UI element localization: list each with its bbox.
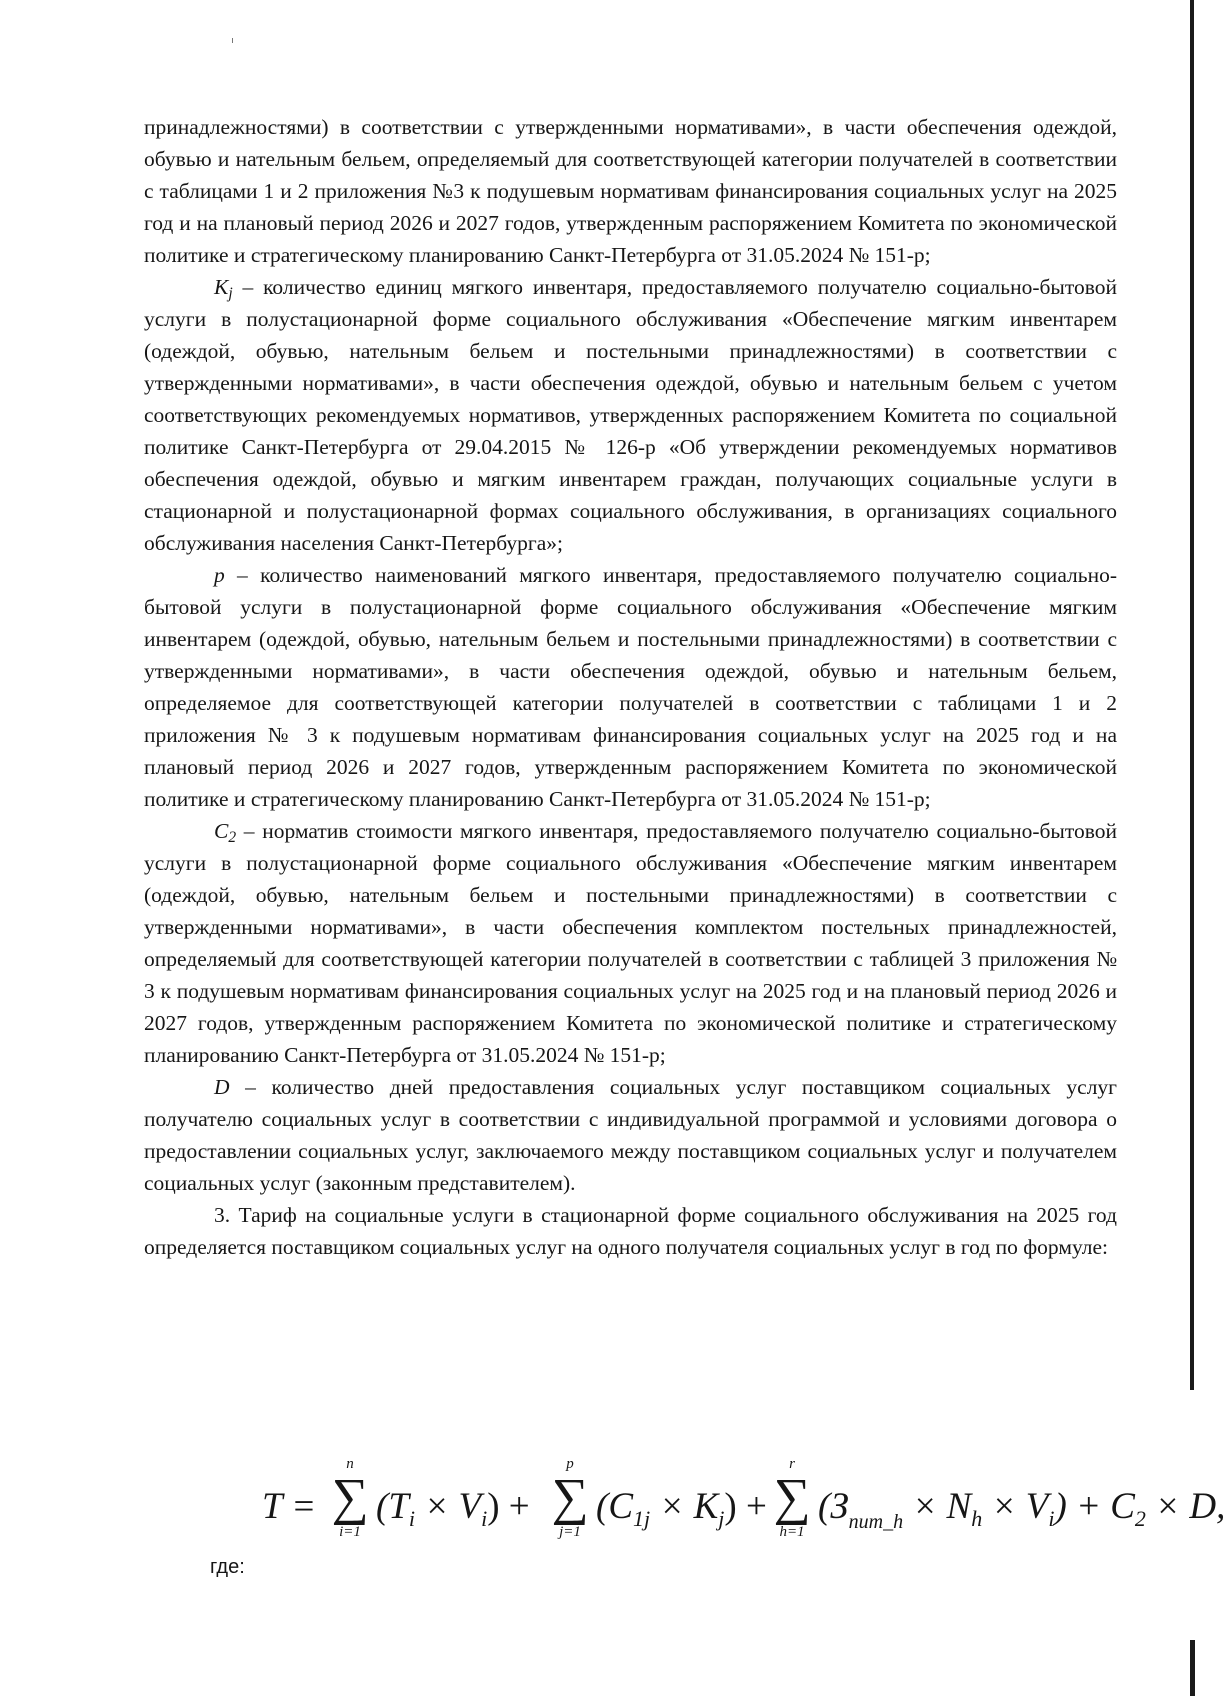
formula-lhs: T = [262, 1486, 317, 1527]
paragraph-p: p – количество наименований мягкого инвентаря, предоставляемого получателю социально-бытовой услуги в полустационарной форме социального обслуживания «Обеспечение мягким инвентарем (одеждой, обувью, нательным бельем и постельными принадлежностями) в соответствии с утвержденными нормативами», в части обеспечения одеждой, обувью и нательным бельем, определяемое для соответствующей категории получателей в соответствии с таблицами 1 и 2 приложения № 3 к подушевым нормативам финансирования социальных услуг на 2025 год и на плановый период 2026 и 2027 годов, утвержденным распоряжением Комитета по экономической политике и стратегическому планированию Санкт-Петербурга от 31.05.2024 № 151-р; [144, 563, 1117, 811]
tariff-formula [262, 1455, 1225, 1545]
body-text [144, 111, 1117, 1263]
symbol-p: p [214, 563, 225, 587]
symbol-d: D [214, 1075, 230, 1099]
scan-speck [232, 38, 233, 43]
scan-edge-right [1190, 0, 1194, 1390]
formula-term-1: $(T_i \times V_i)$ + [376, 1486, 530, 1531]
paragraph-k: $K_j$ – количество единиц мягкого инвентаря, предоставляемого получателю социально-бытовой услуги в полустационарной форме социального обслуживания «Обеспечение мягким инвентарем (одеждой, обувью, нательным бельем и постельными принадлежностями) в соответствии с утвержденными нормативами», в части обеспечения одеждой, обувью и нательным бельем с учетом соответствующих рекомендуемых нормативов, утвержденных распоряжением Комитета по социальной политике Санкт-Петербурга от 29.04.2015 № 126-р «Об утверждении рекомендуемых нормативов обеспечения одеждой, обувью и мягким инвентарем граждан, получающих социальные услуги в стационарной и полустационарной формах социального обслуживания, в организациях социального обслуживания населения Санкт-Петербурга»; [144, 275, 1117, 555]
paragraph-d: D – количество дней предоставления социальных услуг поставщиком социальных услуг получателю социальных услуг в соответствии с индивидуальной программой и условиями договора о предоставлении социальных услуг, заключаемого между поставщиком социальных услуг и получателем социальных услуг (законным представителем). [144, 1075, 1118, 1195]
paragraph-p-text: количество наименований мягкого инвентаря, предоставляемого получателю социально-бытовой услуги в полустационарной форме социального обслуживания «Обеспечение мягким инвентарем (одеждой, обувью, нательным бельем и постельными принадлежностями) в соответствии с утвержденными нормативами», в части обеспечения одеждой, обувью и нательным бельем, определяемое для соответствующей категории получателей в соответствии с таблицами 1 и 2 приложения № 3 к подушевым нормативам финансирования социальных услуг на 2025 год и на плановый период 2026 и 2027 годов, утвержденным распоряжением Комитета по экономической политике и стратегическому планированию Санкт-Петербурга от 31.05.2024 № 151-р; [144, 563, 1117, 811]
sum-symbol-2: p ∑ j=1 [551, 1456, 589, 1540]
paragraph-item-3: 3. Тариф на социальные услуги в стационарной форме социального обслуживания на 2025 год определяется поставщиком социальных услуг на одного получателя социальных услуг в год по формуле: [144, 1203, 1117, 1259]
symbol-c2: $C_2$ [214, 819, 237, 846]
paragraph-1: принадлежностями) в соответствии с утвержденными нормативами», в части обеспечения одеждой, обувью и нательным бельем, определяемый для соответствующей категории получателей в соответствии с таблицами 1 и 2 приложения №3 к подушевым нормативам финансирования социальных услуг на 2025 год и на плановый период 2026 и 2027 годов, утвержденным распоряжением Комитета по экономической политике и стратегическому планированию Санкт-Петербурга от 31.05.2024 № 151-р; [144, 115, 1117, 267]
formula-term-3: $(З_{num\_h} \times N_h \times V_i) + C_2 \times D$, [818, 1486, 1225, 1533]
paragraph-c2: $C_2$ – норматив стоимости мягкого инвентаря, предоставляемого получателю социально-бытовой услуги в полустационарной форме социального обслуживания «Обеспечение мягким инвентарем (одеждой, обувью, нательным бельем и постельными принадлежностями) в соответствии с утвержденными нормативами», в части обеспечения комплектом постельных принадлежностей, определяемый для соответствующей категории получателей в соответствии с таблицей 3 приложения № 3 к подушевым нормативам финансирования социальных услуг на 2025 год и на плановый период 2026 и 2027 годов, утвержденным распоряжением Комитета по экономической политике и стратегическому планированию Санкт-Петербурга от 31.05.2024 № 151-р; [144, 819, 1117, 1067]
paragraph-d-text: количество дней предоставления социальных услуг поставщиком социальных услуг получателю социальных услуг в соответствии с индивидуальной программой и условиями договора о предоставлении социальных услуг, заключаемого между поставщиком социальных услуг и получателем социальных услуг (законным представителем). [144, 1075, 1118, 1195]
sum-symbol-3: r ∑ h=1 [773, 1456, 811, 1540]
paragraph-c2-text: норматив стоимости мягкого инвентаря, предоставляемого получателю социально-бытовой услуги в полустационарной форме социального обслуживания «Обеспечение мягким инвентарем (одеждой, обувью, нательным бельем и постельными принадлежностями) в соответствии с утвержденными нормативами», в части обеспечения комплектом постельных принадлежностей, определяемый для соответствующей категории получателей в соответствии с таблицей 3 приложения № 3 к подушевым нормативам финансирования социальных услуг на 2025 год и на плановый период 2026 и 2027 годов, утвержденным распоряжением Комитета по экономической политике и стратегическому планированию Санкт-Петербурга от 31.05.2024 № 151-р; [144, 819, 1117, 1067]
formula-term-2: $(C_{1j} \times K_j)$ + [596, 1486, 767, 1531]
sum-symbol-1: n ∑ i=1 [331, 1456, 369, 1540]
symbol-k: $K_j$ [214, 275, 233, 302]
where-label: где: [210, 1556, 245, 1578]
paragraph-k-text: количество единиц мягкого инвентаря, предоставляемого получателю социально-бытовой услуги в полустационарной форме социального обслуживания «Обеспечение мягким инвентарем (одеждой, обувью, нательным бельем и постельными принадлежностями) в соответствии с утвержденными нормативами», в части обеспечения одеждой, обувью и нательным бельем с учетом соответствующих рекомендуемых нормативов, утвержденных распоряжением Комитета по социальной политике Санкт-Петербурга от 29.04.2015 № 126-р «Об утверждении рекомендуемых нормативов обеспечения одеждой, обувью и мягким инвентарем граждан, получающих социальные услуги в стационарной и полустационарной формах социального обслуживания, в организациях социального обслуживания населения Санкт-Петербурга»; [144, 275, 1117, 555]
scan-edge-right-bottom [1190, 1640, 1195, 1696]
